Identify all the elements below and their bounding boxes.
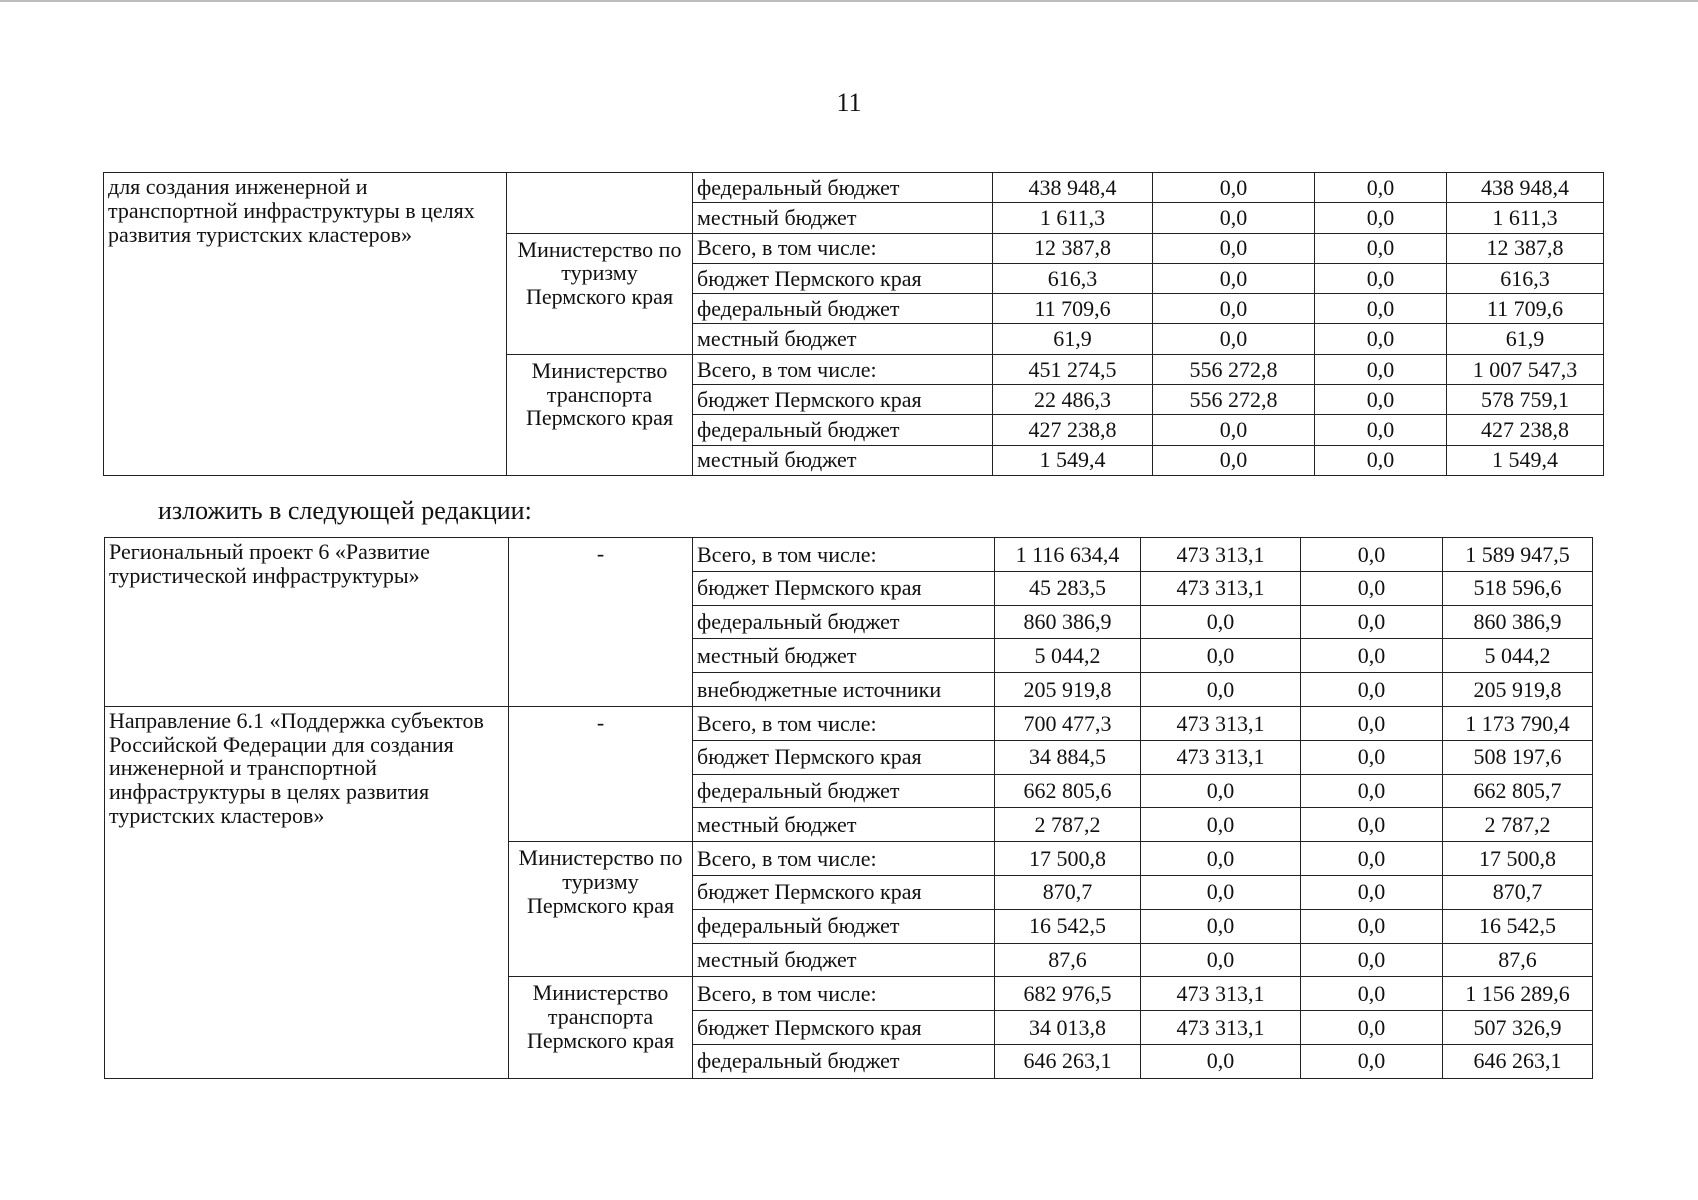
total-cell: 860 386,9 <box>1443 605 1593 639</box>
value-cell: 34 013,8 <box>995 1011 1141 1045</box>
executor-tourism: Министерство по туризму Пермского края <box>507 233 693 354</box>
source-cell: местный бюджет <box>693 639 995 673</box>
value-cell: 662 805,6 <box>995 774 1141 808</box>
total-cell: 507 326,9 <box>1443 1011 1593 1045</box>
source-cell: местный бюджет <box>693 445 993 475</box>
total-cell: 1 007 547,3 <box>1447 354 1604 384</box>
source-cell: федеральный бюджет <box>693 1044 995 1078</box>
total-cell: 616,3 <box>1447 263 1604 293</box>
table-row <box>105 538 1593 572</box>
value-cell: 16 542,5 <box>995 909 1141 943</box>
source-cell: федеральный бюджет <box>693 774 995 808</box>
total-cell: 61,9 <box>1447 324 1604 354</box>
value-cell: 0,0 <box>1301 639 1443 673</box>
direction-name-cell: Направление 6.1 «Поддержка субъектов Российской Федерации для создания инженерной и транспортной инфраструктуры в целях развития туристских кластеров» <box>105 706 509 1078</box>
value-cell: 12 387,8 <box>993 233 1153 263</box>
value-cell: 473 313,1 <box>1141 1011 1301 1045</box>
value-cell: 205 919,8 <box>995 673 1141 707</box>
value-cell: 5 044,2 <box>995 639 1141 673</box>
value-cell: 0,0 <box>1153 173 1315 203</box>
total-cell: 662 805,7 <box>1443 774 1593 808</box>
value-cell: 0,0 <box>1315 263 1447 293</box>
value-cell: 0,0 <box>1153 445 1315 475</box>
value-cell: 0,0 <box>1153 233 1315 263</box>
value-cell: 0,0 <box>1301 571 1443 605</box>
value-cell: 438 948,4 <box>993 173 1153 203</box>
value-cell: 0,0 <box>1141 909 1301 943</box>
source-cell: Всего, в том числе: <box>693 354 993 384</box>
scan-edge <box>0 0 1698 2</box>
value-cell: 646 263,1 <box>995 1044 1141 1078</box>
budget-table-after <box>104 537 1593 1079</box>
value-cell: 0,0 <box>1141 673 1301 707</box>
value-cell: 0,0 <box>1301 943 1443 977</box>
value-cell: 473 313,1 <box>1141 977 1301 1011</box>
value-cell: 0,0 <box>1315 354 1447 384</box>
source-cell: Всего, в том числе: <box>693 706 995 740</box>
total-cell: 87,6 <box>1443 943 1593 977</box>
total-cell: 1 589 947,5 <box>1443 538 1593 572</box>
value-cell: 0,0 <box>1153 203 1315 233</box>
total-cell: 12 387,8 <box>1447 233 1604 263</box>
value-cell: 0,0 <box>1301 808 1443 842</box>
table-row <box>104 173 1604 203</box>
value-cell: 0,0 <box>1141 842 1301 876</box>
value-cell: 473 313,1 <box>1141 740 1301 774</box>
value-cell: 473 313,1 <box>1141 706 1301 740</box>
source-cell: Всего, в том числе: <box>693 233 993 263</box>
value-cell: 0,0 <box>1315 233 1447 263</box>
value-cell: 0,0 <box>1141 1044 1301 1078</box>
value-cell: 556 272,8 <box>1153 354 1315 384</box>
total-cell: 1 549,4 <box>1447 445 1604 475</box>
source-cell: бюджет Пермского края <box>693 1011 995 1045</box>
value-cell: 2 787,2 <box>995 808 1141 842</box>
value-cell: 0,0 <box>1153 294 1315 324</box>
total-cell: 427 238,8 <box>1447 415 1604 445</box>
value-cell: 616,3 <box>993 263 1153 293</box>
value-cell: 0,0 <box>1315 445 1447 475</box>
table-row <box>105 706 1593 740</box>
value-cell: 0,0 <box>1301 605 1443 639</box>
total-cell: 1 173 790,4 <box>1443 706 1593 740</box>
source-cell: бюджет Пермского края <box>693 385 993 415</box>
value-cell: 0,0 <box>1301 842 1443 876</box>
value-cell: 0,0 <box>1301 706 1443 740</box>
value-cell: 0,0 <box>1301 740 1443 774</box>
item-name-cell: для создания инженерной и транспортной инфраструктуры в целях развития туристских кластеров» <box>104 173 507 476</box>
value-cell: 0,0 <box>1315 173 1447 203</box>
value-cell: 87,6 <box>995 943 1141 977</box>
total-cell: 2 787,2 <box>1443 808 1593 842</box>
source-cell: местный бюджет <box>693 808 995 842</box>
value-cell: 0,0 <box>1153 415 1315 445</box>
page-number: 11 <box>836 88 862 117</box>
total-cell: 5 044,2 <box>1443 639 1593 673</box>
source-cell: Всего, в том числе: <box>693 538 995 572</box>
value-cell: 451 274,5 <box>993 354 1153 384</box>
value-cell: 0,0 <box>1301 1011 1443 1045</box>
value-cell: 0,0 <box>1141 943 1301 977</box>
value-cell: 1 611,3 <box>993 203 1153 233</box>
value-cell: 1 116 634,4 <box>995 538 1141 572</box>
executor-dash: - <box>509 706 693 841</box>
value-cell: 0,0 <box>1315 415 1447 445</box>
value-cell: 682 976,5 <box>995 977 1141 1011</box>
total-cell: 16 542,5 <box>1443 909 1593 943</box>
project-name-cell: Региональный проект 6 «Развитие туристической инфраструктуры» <box>105 538 509 707</box>
total-cell: 205 919,8 <box>1443 673 1593 707</box>
executor-cell-empty <box>507 173 693 234</box>
value-cell: 0,0 <box>1141 774 1301 808</box>
budget-table-before-body <box>104 173 1604 476</box>
value-cell: 61,9 <box>993 324 1153 354</box>
source-cell: федеральный бюджет <box>693 294 993 324</box>
source-cell: бюджет Пермского края <box>693 263 993 293</box>
source-cell: бюджет Пермского края <box>693 740 995 774</box>
executor-transport: Министерство транспорта Пермского края <box>509 977 693 1078</box>
value-cell: 0,0 <box>1315 324 1447 354</box>
value-cell: 17 500,8 <box>995 842 1141 876</box>
source-cell: федеральный бюджет <box>693 173 993 203</box>
value-cell: 0,0 <box>1141 875 1301 909</box>
value-cell: 0,0 <box>1315 294 1447 324</box>
source-cell: федеральный бюджет <box>693 909 995 943</box>
source-cell: федеральный бюджет <box>693 605 995 639</box>
edit-instruction: изложить в следующей редакции: <box>158 496 532 525</box>
value-cell: 22 486,3 <box>993 385 1153 415</box>
value-cell: 0,0 <box>1141 808 1301 842</box>
value-cell: 556 272,8 <box>1153 385 1315 415</box>
total-cell: 870,7 <box>1443 875 1593 909</box>
total-cell: 646 263,1 <box>1443 1044 1593 1078</box>
value-cell: 34 884,5 <box>995 740 1141 774</box>
value-cell: 0,0 <box>1315 385 1447 415</box>
value-cell: 11 709,6 <box>993 294 1153 324</box>
source-cell: местный бюджет <box>693 943 995 977</box>
value-cell: 0,0 <box>1153 324 1315 354</box>
value-cell: 870,7 <box>995 875 1141 909</box>
value-cell: 0,0 <box>1301 673 1443 707</box>
source-cell: внебюджетные источники <box>693 673 995 707</box>
source-cell: местный бюджет <box>693 324 993 354</box>
total-cell: 17 500,8 <box>1443 842 1593 876</box>
executor-transport: Министерство транспорта Пермского края <box>507 354 693 475</box>
source-cell: федеральный бюджет <box>693 415 993 445</box>
value-cell: 1 549,4 <box>993 445 1153 475</box>
executor-dash: - <box>509 538 693 707</box>
total-cell: 1 156 289,6 <box>1443 977 1593 1011</box>
source-cell: бюджет Пермского края <box>693 571 995 605</box>
budget-table-before <box>103 172 1604 476</box>
value-cell: 0,0 <box>1301 875 1443 909</box>
value-cell: 0,0 <box>1153 263 1315 293</box>
value-cell: 700 477,3 <box>995 706 1141 740</box>
source-cell: Всего, в том числе: <box>693 977 995 1011</box>
total-cell: 438 948,4 <box>1447 173 1604 203</box>
source-cell: местный бюджет <box>693 203 993 233</box>
total-cell: 508 197,6 <box>1443 740 1593 774</box>
value-cell: 0,0 <box>1141 639 1301 673</box>
value-cell: 473 313,1 <box>1141 538 1301 572</box>
value-cell: 860 386,9 <box>995 605 1141 639</box>
value-cell: 0,0 <box>1301 538 1443 572</box>
value-cell: 0,0 <box>1301 1044 1443 1078</box>
value-cell: 0,0 <box>1301 977 1443 1011</box>
source-cell: Всего, в том числе: <box>693 842 995 876</box>
total-cell: 578 759,1 <box>1447 385 1604 415</box>
value-cell: 473 313,1 <box>1141 571 1301 605</box>
value-cell: 0,0 <box>1315 203 1447 233</box>
value-cell: 427 238,8 <box>993 415 1153 445</box>
total-cell: 518 596,6 <box>1443 571 1593 605</box>
executor-tourism: Министерство по туризму Пермского края <box>509 842 693 977</box>
value-cell: 0,0 <box>1141 605 1301 639</box>
total-cell: 1 611,3 <box>1447 203 1604 233</box>
value-cell: 0,0 <box>1301 774 1443 808</box>
source-cell: бюджет Пермского края <box>693 875 995 909</box>
value-cell: 45 283,5 <box>995 571 1141 605</box>
budget-table-after-body <box>105 538 1593 1079</box>
value-cell: 0,0 <box>1301 909 1443 943</box>
total-cell: 11 709,6 <box>1447 294 1604 324</box>
